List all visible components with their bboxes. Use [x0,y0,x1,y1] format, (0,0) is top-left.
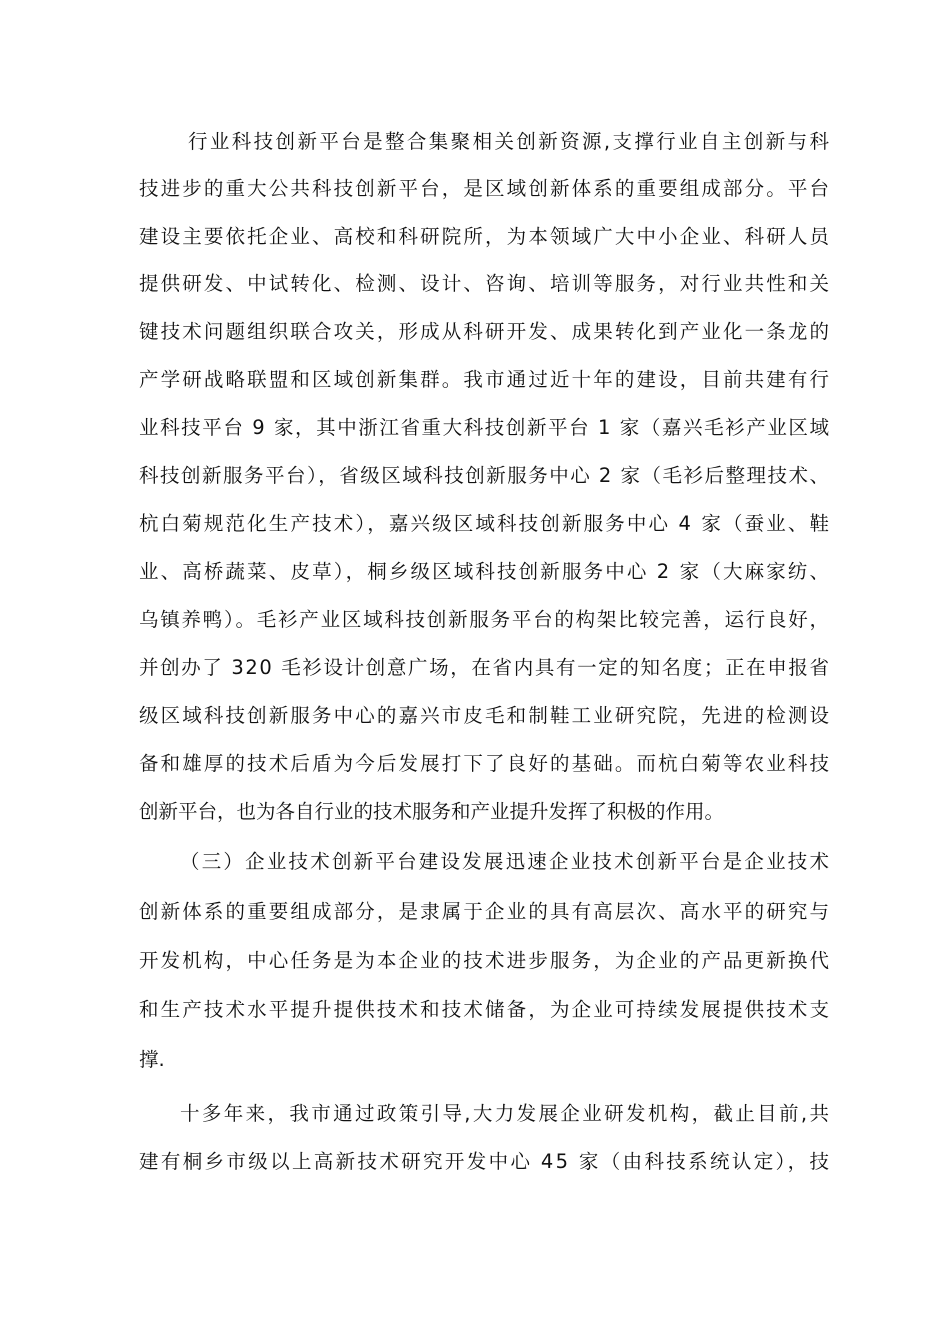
paragraph-2-line-5: 撑. [139,1048,165,1071]
paragraph-2-line-4: 和生产技术水平提升提供技术和技术储备，为企业可持续发展提供技术支 [139,998,832,1021]
paragraph-1-line-12: 并创办了 320 毛衫设计创意广场，在省内具有一定的知名度；正在申报省 [139,656,831,679]
paragraph-2-line-3: 开发机构，中心任务是为本企业的技术进步服务，为企业的产品更新换代 [139,949,832,972]
paragraph-1-line-13: 级区域科技创新服务中心的嘉兴市皮毛和制鞋工业研究院，先进的检测设 [139,704,832,727]
paragraph-1-line-6: 产学研战略联盟和区域创新集群。我市通过近十年的建设，目前共建有行 [139,368,832,391]
paragraph-1-line-2: 技进步的重大公共科技创新平台，是区域创新体系的重要组成部分。平台 [139,177,832,200]
paragraph-1-line-9: 杭白菊规范化生产技术），嘉兴级区域科技创新服务中心 4 家（蚕业、鞋 [139,512,832,535]
paragraph-1-line-15: 创新平台，也为各自行业的技术服务和产业提升发挥了积极的作用。 [139,800,725,823]
paragraph-1-line-8: 科技创新服务平台），省级区域科技创新服务中心 2 家（毛衫后整理技术、 [139,464,831,487]
paragraph-2-line-2: 创新体系的重要组成部分，是隶属于企业的具有高层次、高水平的研究与 [139,900,832,923]
paragraph-1-line-1: 行业科技创新平台是整合集聚相关创新资源,支撑行业自主创新与科 [188,130,832,153]
paragraph-1-line-14: 备和雄厚的技术后盾为今后发展打下了良好的基础。而杭白菊等农业科技 [139,752,832,775]
paragraph-2-line-1: （三）企业技术创新平台建设发展迅速企业技术创新平台是企业技术 [180,850,832,873]
paragraph-1-line-5: 键技术问题组织联合攻关，形成从科研开发、成果转化到产业化一条龙的 [139,320,832,343]
paragraph-3-line-1: 十多年来，我市通过政策引导,大力发展企业研发机构，截止目前,共 [180,1102,832,1125]
paragraph-3-line-2: 建有桐乡市级以上高新技术研究开发中心 45 家（由科技系统认定），技 [139,1150,832,1173]
paragraph-1-line-3: 建设主要依托企业、高校和科研院所，为本领域广大中小企业、科研人员 [139,225,832,248]
paragraph-1-line-11: 乌镇养鸭）。毛衫产业区域科技创新服务平台的构架比较完善，运行良好， [139,608,831,631]
paragraph-1-line-4: 提供研发、中试转化、检测、设计、咨询、培训等服务，对行业共性和关 [139,272,832,295]
paragraph-1-line-7: 业科技平台 9 家，其中浙江省重大科技创新平台 1 家（嘉兴毛衫产业区域 [139,416,831,439]
paragraph-1-line-10: 业、高桥蔬菜、皮草），桐乡级区域科技创新服务中心 2 家（大麻家纺、 [139,560,832,583]
